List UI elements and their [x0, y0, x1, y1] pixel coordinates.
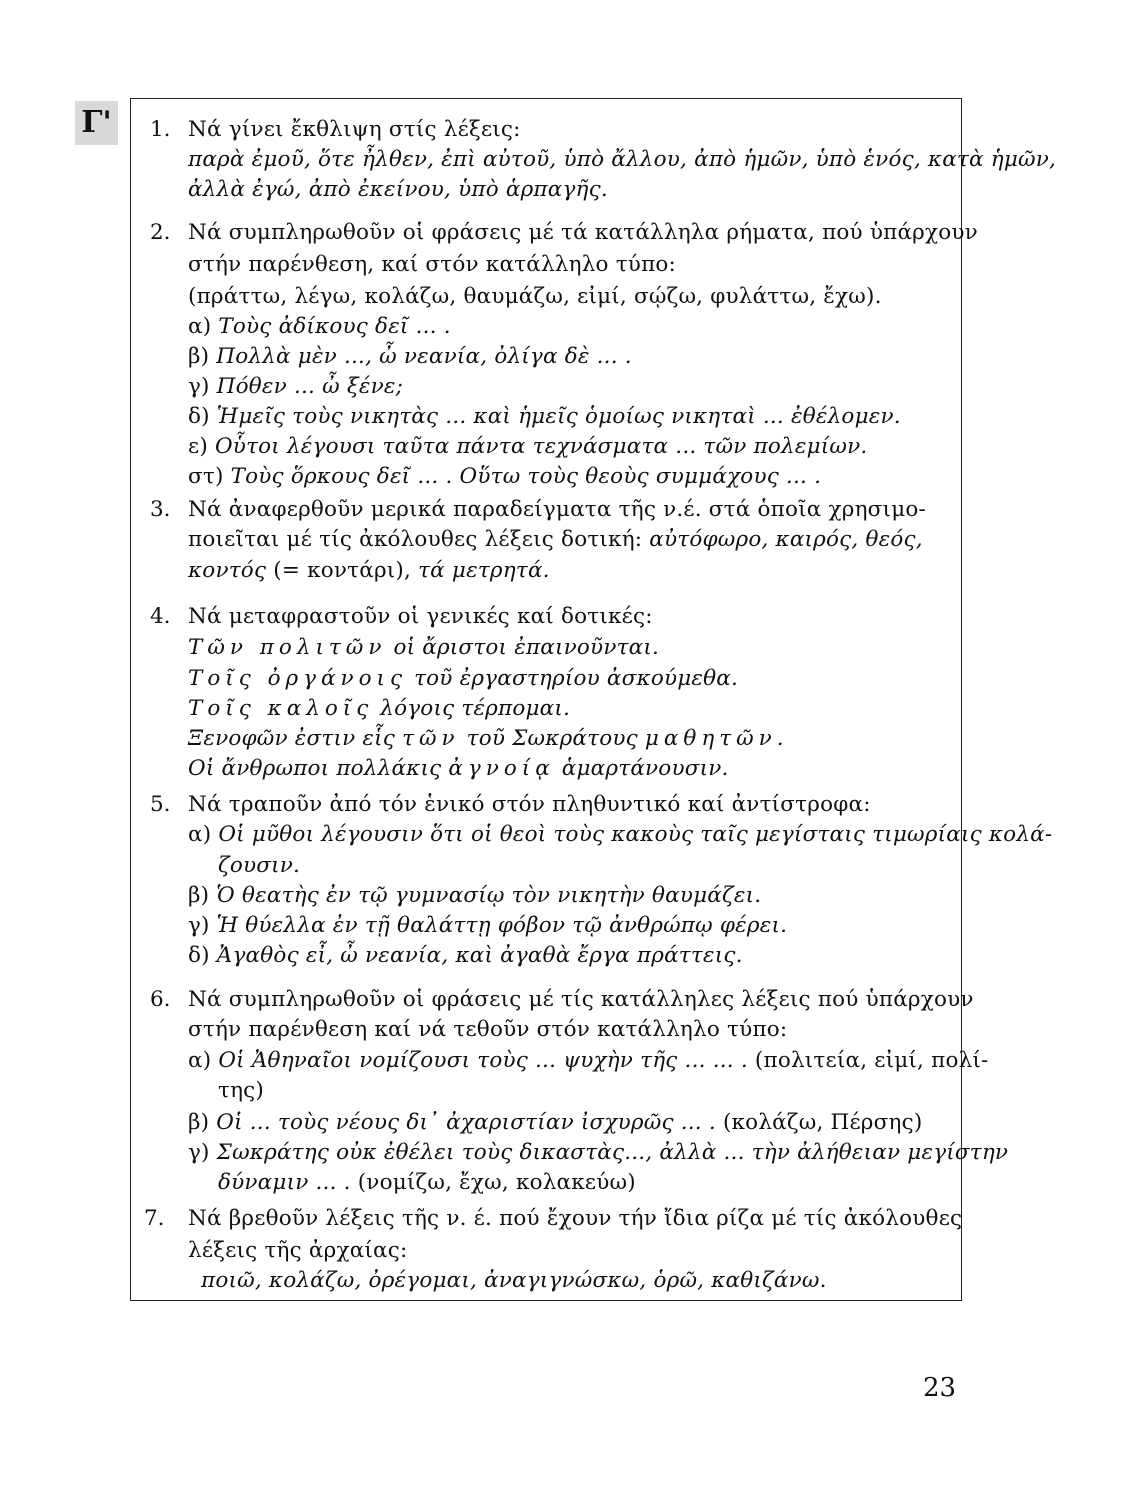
- text-segment: Νά συμπληρωθοῦν οἱ φράσεις μέ τά κατάλληλα ρήματα, πού ὑπάρχουν: [188, 220, 978, 245]
- text-segment: Νά ἀναφερθοῦν μερικά παραδείγματα τῆς ν.έ. στά ὁποῖα χρησιμο-: [188, 497, 926, 522]
- exercise-line: [188, 403, 901, 431]
- text-segment: μαθητῶν.: [644, 726, 789, 751]
- exercise-line: [188, 755, 729, 783]
- exercise-line: [188, 219, 978, 247]
- text-segment: οἱ ἄριστοι ἐπαινοῦνται.: [386, 635, 660, 660]
- text-segment: ζουσιν.: [218, 853, 301, 878]
- exercise-line: [218, 1169, 636, 1197]
- text-segment: Νά βρεθοῦν λέξεις τῆς ν. έ. πού ἔχουν τήν ἴδια ρίζα μέ τίς ἀκόλουθες: [188, 1206, 963, 1231]
- exercise-number: 7.: [144, 1206, 165, 1231]
- text-segment: ἀγνοίᾳ: [448, 756, 555, 781]
- exercise-line: [218, 1077, 264, 1105]
- text-segment: Ξενοφῶν ἐστιν εἷς: [188, 726, 403, 751]
- exercise-box: [130, 98, 1057, 1301]
- exercise-line: [188, 251, 676, 279]
- exercise-line: [188, 695, 570, 723]
- text-segment: στήν παρένθεση, καί στόν κατάλληλο τύπο:: [188, 252, 676, 277]
- text-segment: Οἱ Ἀθηναῖοι νομίζουσι τοὺς ... ψυχὴν τῆς ... ... .: [218, 1048, 748, 1073]
- text-segment: α): [188, 1048, 219, 1073]
- text-segment: Τοὺς ὅρκους δεῖ ... . Οὕτω τοὺς θεοὺς συμμάχους ... .: [230, 464, 822, 489]
- text-segment: τά μετρητά.: [418, 558, 550, 583]
- exercise-line: [188, 176, 608, 204]
- text-segment: στ): [188, 464, 231, 489]
- exercise-number: 4.: [150, 604, 171, 629]
- exercise-line: [188, 1047, 989, 1075]
- text-segment: Ἡ θύελλα ἐν τῇ θαλάττῃ φόβον τῷ ἀνθρώπῳ φέρει.: [216, 913, 788, 938]
- text-segment: (κολάζω, Πέρσης): [715, 1110, 923, 1135]
- text-segment: κοντός: [188, 558, 267, 583]
- text-segment: Νά μεταφραστοῦν οἱ γενικές καί δοτικές:: [188, 604, 653, 629]
- text-segment: λέξεις τῆς ἀρχαίας:: [188, 1238, 408, 1263]
- text-segment: γ): [188, 913, 217, 938]
- exercise-number: 3.: [150, 497, 171, 522]
- text-segment: α): [188, 314, 219, 339]
- exercise-line: [188, 912, 787, 940]
- text-segment: Οὗτοι λέγουσι ταῦτα πάντα τεχνάσματα ... τῶν πολεμίων.: [214, 434, 868, 459]
- exercise-line: [188, 634, 659, 662]
- text-segment: δ): [188, 943, 217, 968]
- text-segment: Τοῖς ὀργάνοις: [188, 666, 408, 691]
- text-segment: αὐτόφωρο, καιρός, θεός,: [649, 527, 923, 552]
- exercise-line: [188, 313, 451, 341]
- exercise-line: [188, 986, 974, 1014]
- page-number: 23: [923, 1373, 957, 1403]
- exercise-line: [188, 821, 1052, 849]
- text-segment: στήν παρένθεση καί νά τεθοῦν στόν κατάλληλο τύπο:: [188, 1017, 788, 1042]
- exercise-line: [188, 1109, 922, 1137]
- text-segment: Τοὺς ἀδίκους δεῖ ... .: [218, 314, 451, 339]
- text-segment: Ἡμεῖς τοὺς νικητὰς ... καὶ ἡμεῖς ὁμοίως νικηταὶ ... ἐθέλομεν.: [216, 404, 901, 429]
- exercise-line: [188, 463, 821, 491]
- text-segment: ε): [188, 434, 215, 459]
- text-segment: τοῦ Σωκράτους: [459, 726, 645, 751]
- text-segment: (πολιτεία, εἰμί, πολί-: [747, 1048, 989, 1073]
- exercise-line: [188, 725, 789, 753]
- exercise-number: 1.: [150, 117, 171, 142]
- text-segment: γ): [188, 374, 217, 399]
- exercise-line: [201, 1267, 827, 1295]
- text-segment: δύναμιν ... .: [218, 1170, 351, 1195]
- exercise-line: [188, 1139, 1008, 1167]
- exercise-line: [218, 852, 300, 880]
- text-segment: ποιῶ, κολάζω, ὀρέγομαι, ἀναγιγνώσκω, ὁρῶ, καθιζάνω.: [201, 1268, 827, 1293]
- text-segment: τῶν: [402, 726, 460, 751]
- text-segment: Πολλὰ μὲν ..., ὦ νεανία, ὀλίγα δὲ ... .: [216, 344, 632, 369]
- text-segment: β): [188, 344, 217, 369]
- text-segment: (= κοντάρι),: [266, 558, 419, 583]
- text-segment: Ὁ θεατὴς ἐν τῷ γυμνασίῳ τὸν νικητὴν θαυμάζει.: [216, 883, 762, 908]
- text-segment: (πράττω, λέγω, κολάζω, θαυμάζω, εἰμί, σῴζω, φυλάττω, ἔχω).: [188, 284, 882, 309]
- text-segment: β): [188, 883, 217, 908]
- text-segment: ἁμαρτάνουσιν.: [554, 756, 729, 781]
- text-segment: β): [188, 1110, 217, 1135]
- text-segment: Σωκράτης οὐκ ἐθέλει τοὺς δικαστὰς..., ἀλλὰ ... τὴν ἀλήθειαν μεγίστην: [216, 1140, 1009, 1165]
- exercise-line: [188, 496, 926, 524]
- text-segment: Οἱ ἄνθρωποι πολλάκις: [188, 756, 449, 781]
- text-segment: παρὰ ἐμοῦ, ὅτε ἦλθεν, ἐπὶ αὐτοῦ, ὑπὸ ἄλλου, ἀπὸ ἡμῶν, ὑπὸ ἑνός, κατὰ ἡμῶν,: [188, 147, 1057, 172]
- exercise-line: [188, 665, 738, 693]
- exercise-line: [188, 116, 521, 144]
- section-label: Γ': [75, 101, 118, 145]
- exercise-line: [188, 1205, 962, 1233]
- text-segment: α): [188, 822, 219, 847]
- exercise-line: [188, 373, 403, 401]
- text-segment: Οἱ ... τοὺς νέους δι᾽ ἀχαριστίαν ἰσχυρῶς ... .: [216, 1110, 716, 1135]
- text-segment: Οἱ μῦθοι λέγουσιν ὅτι οἱ θεοὶ τοὺς κακοὺς ταῖς μεγίσταις τιμωρίαις κολά-: [218, 822, 1053, 847]
- text-segment: (νομίζω, ἔχω, κολακεύω): [350, 1170, 636, 1195]
- exercise-line: [188, 557, 550, 585]
- text-segment: δ): [188, 404, 217, 429]
- text-segment: ποιεῖται μέ τίς ἀκόλουθες λέξεις δοτική:: [188, 527, 650, 552]
- exercise-line: [188, 882, 761, 910]
- exercise-line: [188, 603, 653, 631]
- exercise-line: [188, 791, 871, 819]
- text-segment: γ): [188, 1140, 217, 1165]
- exercise-number: 5.: [150, 792, 171, 817]
- text-segment: Τοῖς καλοῖς: [188, 696, 374, 721]
- exercise-line: [188, 1237, 407, 1265]
- text-segment: της): [218, 1078, 265, 1103]
- text-segment: Πόθεν ... ὦ ξένε;: [216, 374, 404, 399]
- exercise-line: [188, 433, 867, 461]
- exercise-line: [188, 343, 632, 371]
- text-segment: Ἀγαθὸς εἶ, ὦ νεανία, καὶ ἀγαθὰ ἔργα πράττεις.: [216, 943, 743, 968]
- exercise-line: [188, 1016, 787, 1044]
- text-segment: Τῶν πολιτῶν: [188, 635, 387, 660]
- exercise-number: 6.: [150, 987, 171, 1012]
- exercise-line: [188, 146, 1056, 174]
- text-segment: ἀλλὰ ἐγώ, ἀπὸ ἐκείνου, ὑπὸ ἁρπαγῆς.: [188, 177, 608, 202]
- exercise-line: [188, 283, 882, 311]
- exercise-line: [188, 942, 743, 970]
- text-segment: Νά τραποῦν ἀπό τόν ἑνικό στόν πληθυντικό καί ἀντίστροφα:: [188, 792, 871, 817]
- text-segment: λόγοις τέρπομαι.: [373, 696, 571, 721]
- text-segment: Νά συμπληρωθοῦν οἱ φράσεις μέ τίς κατάλληλες λέξεις πού ὑπάρχουν: [188, 987, 974, 1012]
- text-segment: Νά γίνει ἔκθλιψη στίς λέξεις:: [188, 117, 521, 142]
- text-segment: τοῦ ἐργαστηρίου ἀσκούμεθα.: [407, 666, 739, 691]
- exercise-line: [188, 526, 923, 554]
- exercise-number: 2.: [150, 220, 171, 245]
